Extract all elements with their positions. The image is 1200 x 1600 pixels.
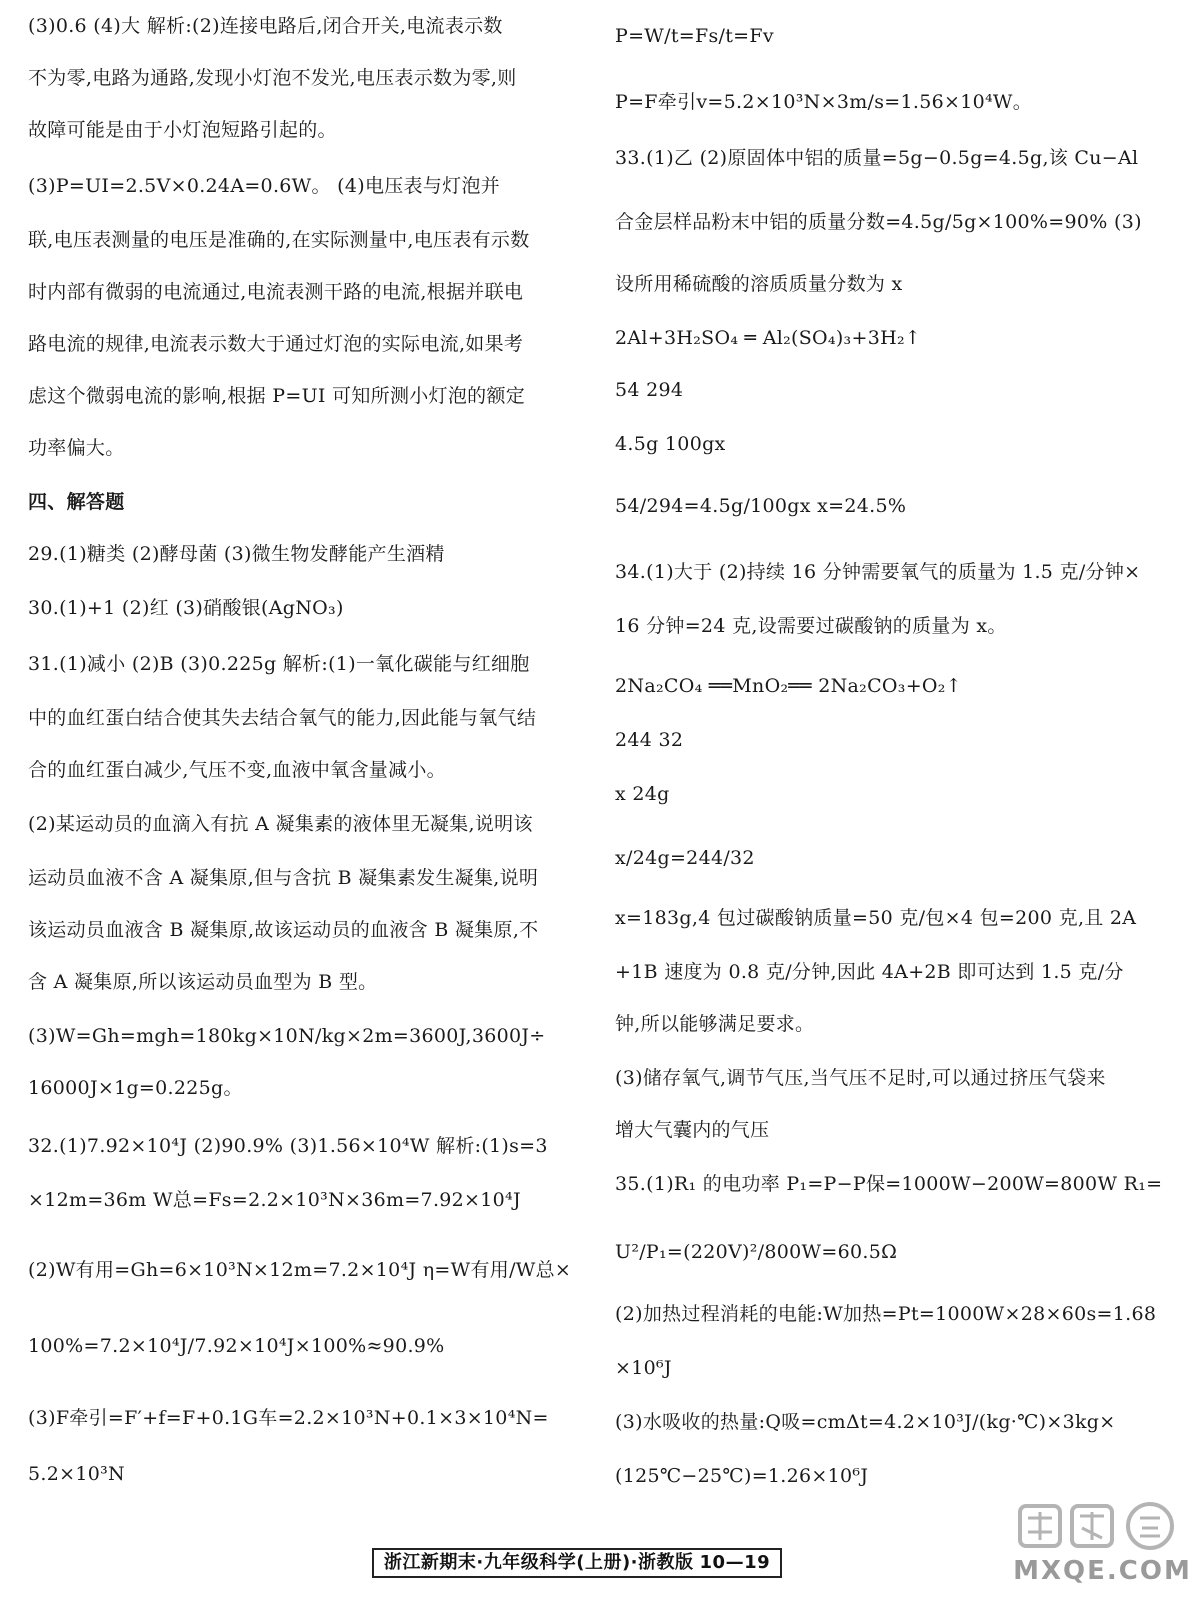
- text-line: (3)F牵引=F′+f=F+0.1G车=2.2×10³N+0.1×3×10⁴N=: [28, 1407, 549, 1429]
- text-line: +1B 速度为 0.8 克/分钟,因此 4A+2B 即可达到 1.5 克/分: [615, 961, 1124, 983]
- text-line: (2)W有用=Gh=6×10³N×12m=7.2×10⁴J η=W有用/W总×: [28, 1259, 572, 1281]
- text-line: 54 294: [615, 379, 684, 401]
- answer-34: 34.(1)大于 (2)持续 16 分钟需要氧气的质量为 1.5 克/分钟×: [615, 561, 1141, 583]
- text-line: 增大气囊内的气压: [615, 1119, 770, 1141]
- text-line: 中的血红蛋白结合使其失去结合氧气的能力,因此能与氧气结: [28, 707, 537, 729]
- text-line: 故障可能是由于小灯泡短路引起的。: [28, 119, 337, 141]
- text-line: 4.5g 100gx: [615, 433, 726, 455]
- text-line: 时内部有微弱的电流通过,电流表测干路的电流,根据并联电: [28, 281, 524, 303]
- text-line: (2)某运动员的血滴入有抗 A 凝集素的液体里无凝集,说明该: [28, 813, 533, 835]
- text-line: (125℃−25℃)=1.26×10⁶J: [615, 1465, 869, 1487]
- equation-line: 2Al+3H₂SO₄ ═ Al₂(SO₄)₃+3H₂↑: [615, 327, 922, 349]
- text-line: x=183g,4 包过碳酸钠质量=50 克/包×4 包=200 克,且 2A: [615, 907, 1137, 929]
- text-line: (3)储存氧气,调节气压,当气压不足时,可以通过挤压气袋来: [615, 1067, 1106, 1089]
- text-line: 联,电压表测量的电压是准确的,在实际测量中,电压表有示数: [28, 229, 530, 251]
- text-line: 钟,所以能够满足要求。: [615, 1013, 815, 1035]
- page-number: 10—19: [699, 1552, 771, 1573]
- text-line: 路电流的规律,电流表示数大于通过灯泡的实际电流,如果考: [28, 333, 524, 355]
- text-line: 运动员血液不含 A 凝集原,但与含抗 B 凝集素发生凝集,说明: [28, 867, 539, 889]
- answer-32: 32.(1)7.92×10⁴J (2)90.9% (3)1.56×10⁴W 解析:(1)s=3: [28, 1135, 548, 1157]
- text-line: 功率偏大。: [28, 437, 125, 459]
- text-line: ×12m=36m W总=Fs=2.2×10³N×36m=7.92×10⁴J: [28, 1189, 521, 1211]
- text-line: ×10⁶J: [615, 1357, 672, 1379]
- text-line: x 24g: [615, 783, 670, 805]
- text-line: 244 32: [615, 729, 684, 751]
- text-line: 合的血红蛋白减少,气压不变,血液中氧含量减小。: [28, 759, 446, 781]
- text-line: P=F牵引v=5.2×10³N×3m/s=1.56×10⁴W。: [615, 91, 1033, 113]
- watermark-text: MXQE.COM: [1013, 1556, 1192, 1586]
- answer-30: 30.(1)+1 (2)红 (3)硝酸银(AgNO₃): [28, 597, 344, 619]
- answer-31: 31.(1)减小 (2)B (3)0.225g 解析:(1)一氧化碳能与红细胞: [28, 653, 530, 675]
- text-line: (3)P=UI=2.5V×0.24A=0.6W。 (4)电压表与灯泡并: [28, 175, 501, 197]
- text-line: (3)W=Gh=mgh=180kg×10N/kg×2m=3600J,3600J÷: [28, 1025, 546, 1047]
- text-line: (3)0.6 (4)大 解析:(2)连接电路后,闭合开关,电流表示数: [28, 15, 503, 37]
- text-line: 合金层样品粉末中铝的质量分数=4.5g/5g×100%=90% (3): [615, 211, 1142, 233]
- answer-29: 29.(1)糖类 (2)酵母菌 (3)微生物发酵能产生酒精: [28, 543, 445, 565]
- watermark: [1010, 1500, 1195, 1592]
- equation-line: 2Na₂CO₄ ══MnO₂══ 2Na₂CO₃+O₂↑: [615, 675, 962, 697]
- text-line: 16 分钟=24 克,设需要过碳酸钠的质量为 x。: [615, 615, 1007, 637]
- page-footer: [372, 1548, 782, 1578]
- text-line: 16000J×1g=0.225g。: [28, 1077, 243, 1099]
- text-line: (3)水吸收的热量:Q吸=cmΔt=4.2×10³J/(kg·℃)×3kg×: [615, 1411, 1116, 1433]
- text-line: 100%=7.2×10⁴J/7.92×10⁴J×100%≈90.9%: [28, 1335, 445, 1357]
- text-line: 该运动员血液含 B 凝集原,故该运动员的血液含 B 凝集原,不: [28, 919, 539, 941]
- text-line: 虑这个微弱电流的影响,根据 P=UI 可知所测小灯泡的额定: [28, 385, 526, 407]
- formula-line: P=W/t=Fs/t=Fv: [615, 25, 774, 47]
- text-line: 不为零,电路为通路,发现小灯泡不发光,电压表示数为零,则: [28, 67, 517, 89]
- formula-line: U²/P₁=(220V)²/800W=60.5Ω: [615, 1241, 898, 1263]
- watermark-seal-icon: [1010, 1500, 1195, 1560]
- answer-33: 33.(1)乙 (2)原固体中铝的质量=5g−0.5g=4.5g,该 Cu−Al: [615, 147, 1139, 169]
- text-line: 设所用稀硫酸的溶质质量分数为 x: [615, 273, 903, 295]
- formula-line: x/24g=244/32: [615, 847, 755, 869]
- text-line: (2)加热过程消耗的电能:W加热=Pt=1000W×28×60s=1.68: [615, 1303, 1157, 1325]
- answer-35: 35.(1)R₁ 的电功率 P₁=P−P保=1000W−200W=800W R₁=: [615, 1173, 1163, 1195]
- section-heading: 四、解答题: [28, 491, 125, 513]
- footer-title: 浙江新期末·九年级科学(上册)·浙教版: [383, 1552, 694, 1573]
- formula-line: 54/294=4.5g/100gx x=24.5%: [615, 495, 907, 517]
- text-line: 含 A 凝集原,所以该运动员血型为 B 型。: [28, 971, 378, 993]
- text-line: 5.2×10³N: [28, 1463, 125, 1485]
